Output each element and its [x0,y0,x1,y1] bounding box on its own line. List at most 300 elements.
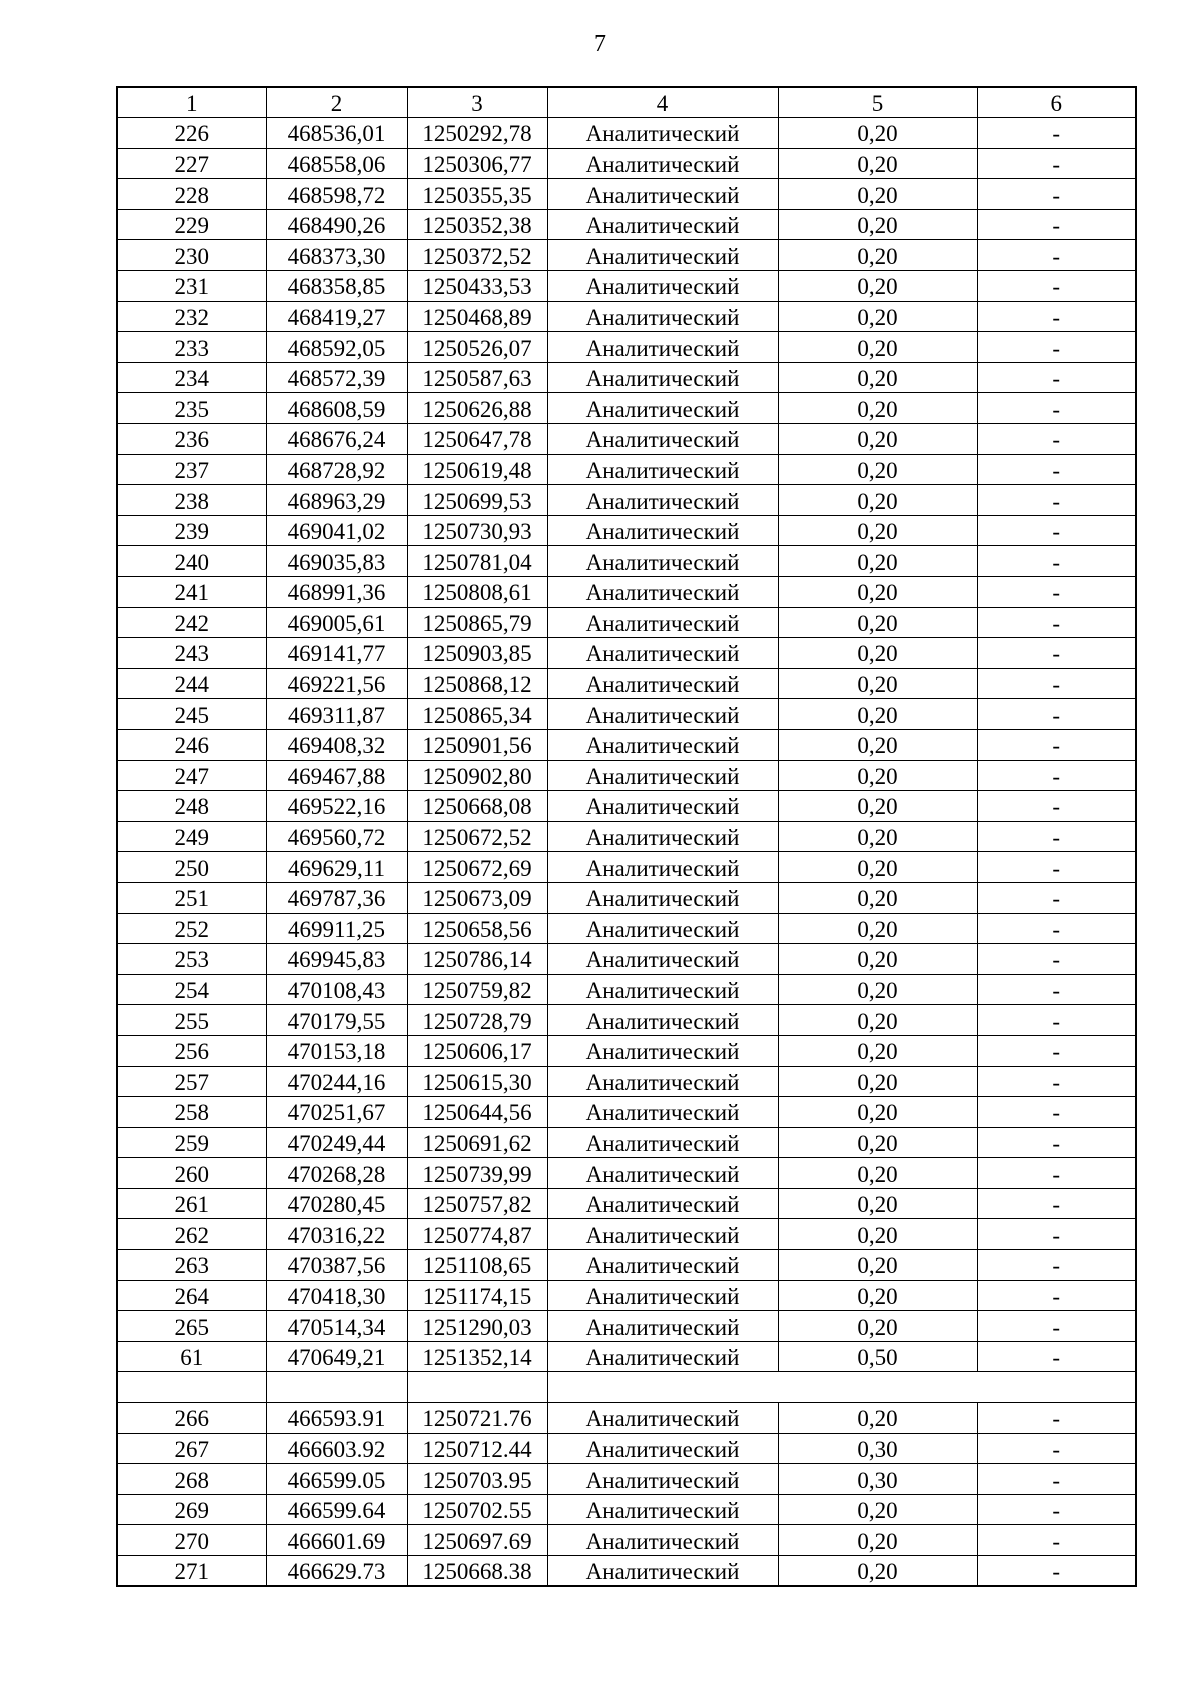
table-cell-col-1: 229 [117,209,266,240]
table-cell-col-3: 1250691,62 [407,1127,547,1158]
table-cell-col-5: 0,20 [778,821,977,852]
table-cell-col-6: - [977,944,1136,975]
table-row [117,1158,1136,1189]
table-cell-col-5: 0,20 [778,271,977,302]
table-cell-col-1: 231 [117,271,266,302]
table-cell-col-1: 246 [117,729,266,760]
table-row [117,515,1136,546]
table-cell-col-4: Аналитический [547,1188,778,1219]
column-header-2: 2 [266,87,407,118]
table-cell-col-2: 466599.64 [266,1494,407,1525]
table-row [117,1556,1136,1587]
table-row [117,393,1136,424]
table-cell-col-5: 0,20 [778,852,977,883]
table-cell-col-1: 226 [117,118,266,149]
table-cell-col-4: Аналитический [547,760,778,791]
column-header-3: 3 [407,87,547,118]
table-row [117,1341,1136,1372]
table-cell-col-6: - [977,1158,1136,1189]
table-cell-col-3: 1250626,88 [407,393,547,424]
table-row [117,882,1136,913]
table-cell-col-4: Аналитический [547,1341,778,1372]
table-row [117,209,1136,240]
table-cell-col-4: Аналитический [547,974,778,1005]
table-cell-col-6: - [977,301,1136,332]
table-cell-col-1: 228 [117,179,266,210]
table-cell-col-6: - [977,332,1136,363]
table-cell-col-1: 259 [117,1127,266,1158]
table-cell-col-4: Аналитический [547,821,778,852]
table-cell-col-5: 0,20 [778,1005,977,1036]
table-cell-col-5: 0,20 [778,1127,977,1158]
table-cell-col-5: 0,50 [778,1341,977,1372]
table-cell-col-3: 1250702.55 [407,1494,547,1525]
table-cell-col-4: Аналитический [547,852,778,883]
table-cell-col-6: - [977,791,1136,822]
table-cell-col-6: - [977,118,1136,149]
table-cell-col-6: - [977,1250,1136,1281]
table-cell-col-5: 0,20 [778,1097,977,1128]
table-cell-col-5: 0,20 [778,179,977,210]
table-cell-col-2: 469408,32 [266,729,407,760]
table-cell-col-4: Аналитический [547,1066,778,1097]
table-cell-col-5: 0,20 [778,1066,977,1097]
table-row [117,148,1136,179]
table-cell-col-6: - [977,179,1136,210]
table-cell-col-2: 468572,39 [266,362,407,393]
table-cell-col-4: Аналитический [547,668,778,699]
table-cell-col-2: 468558,06 [266,148,407,179]
table-row [117,577,1136,608]
table-cell-col-1: 252 [117,913,266,944]
table-cell-col-6: - [977,668,1136,699]
table-cell-col-1: 260 [117,1158,266,1189]
table-cell-col-3: 1250901,56 [407,729,547,760]
table-cell-col-3: 1250355,35 [407,179,547,210]
table-cell-col-4: Аналитический [547,1035,778,1066]
table-cell-col-3: 1250644,56 [407,1097,547,1128]
table-cell-col-2: 466629.73 [266,1556,407,1587]
table-row [117,1250,1136,1281]
table-cell-col-1: 269 [117,1494,266,1525]
table-cell-col-3: 1250433,53 [407,271,547,302]
table-cell-col-1: 253 [117,944,266,975]
table-cell-col-3: 1250699,53 [407,485,547,516]
table-cell-col-5: 0,20 [778,1188,977,1219]
table-cell-col-1 [117,1372,266,1403]
table-cell-col-5: 0,20 [778,424,977,455]
table-cell-col-1: 251 [117,882,266,913]
table-cell-col-2: 470108,43 [266,974,407,1005]
table-cell-col-1: 257 [117,1066,266,1097]
table-cell-col-2: 469005,61 [266,607,407,638]
table-cell-col-5: 0,20 [778,546,977,577]
table-cell-col-5: 0,20 [778,913,977,944]
table-cell-col-3: 1250703.95 [407,1464,547,1495]
table-cell-col-2: 470649,21 [266,1341,407,1372]
table-cell-col-5: 0,20 [778,1280,977,1311]
table-cell-col-6: - [977,271,1136,302]
table-cell-col-6: - [977,760,1136,791]
table-cell-col-5: 0,30 [778,1464,977,1495]
table-cell-col-2: 468991,36 [266,577,407,608]
table-cell-col-1: 236 [117,424,266,455]
table-cell-col-5: 0,20 [778,1403,977,1434]
table-row [117,1188,1136,1219]
table-row [117,485,1136,516]
table-cell-col-4: Аналитический [547,485,778,516]
table-cell-col-3: 1251174,15 [407,1280,547,1311]
table-cell-col-3: 1250619,48 [407,454,547,485]
table-cell-col-3: 1250587,63 [407,362,547,393]
table-row [117,1494,1136,1525]
table-cell-col-4: Аналитический [547,791,778,822]
table-cell-col-6: - [977,1556,1136,1587]
table-cell-col-1: 241 [117,577,266,608]
table-cell-col-2: 470244,16 [266,1066,407,1097]
table-cell-col-6: - [977,1066,1136,1097]
table-cell-col-6: - [977,1219,1136,1250]
table-cell-col-2: 470514,34 [266,1311,407,1342]
table-cell-col-1: 234 [117,362,266,393]
table-row [117,1035,1136,1066]
table-cell-col-6: - [977,913,1136,944]
table-cell-col-1: 240 [117,546,266,577]
table-cell-col-2: 466601.69 [266,1525,407,1556]
table-cell-col-1: 268 [117,1464,266,1495]
table-row [117,271,1136,302]
table-cell-col-2: 470153,18 [266,1035,407,1066]
table-cell-col-3: 1250672,52 [407,821,547,852]
table-cell-col-6: - [977,1403,1136,1434]
table-cell-col-1: 256 [117,1035,266,1066]
table-cell-col-3: 1250902,80 [407,760,547,791]
table-cell-col-3: 1250615,30 [407,1066,547,1097]
table-cell-col-4: Аналитический [547,515,778,546]
table-cell-col-4: Аналитический [547,1464,778,1495]
table-cell-col-3: 1250306,77 [407,148,547,179]
table-cell-col-2: 468490,26 [266,209,407,240]
table-cell-col-4: Аналитический [547,271,778,302]
table-cell-col-6: - [977,424,1136,455]
table-cell-col-3 [407,1372,547,1403]
table-cell-col-5: 0,20 [778,1219,977,1250]
table-cell-col-3: 1250672,69 [407,852,547,883]
table-cell-col-3: 1250372,52 [407,240,547,271]
table-cell-col-1: 235 [117,393,266,424]
table-cell-col-3: 1250730,93 [407,515,547,546]
table-cell-col-2: 468608,59 [266,393,407,424]
table-cell-col-2: 466593.91 [266,1403,407,1434]
table-cell-col-2: 466603.92 [266,1433,407,1464]
table-cell-col-2: 466599.05 [266,1464,407,1495]
table-cell-col-4: Аналитический [547,424,778,455]
table-cell-col-2: 469041,02 [266,515,407,546]
table-row [117,179,1136,210]
table-cell-col-5: 0,20 [778,638,977,669]
table-cell-col-3: 1250868,12 [407,668,547,699]
table-cell-col-2: 470268,28 [266,1158,407,1189]
table-cell-col-5: 0,20 [778,1311,977,1342]
table-cell-col-2: 469629,11 [266,852,407,883]
table-cell-col-4: Аналитический [547,393,778,424]
table-cell-col-5: 0,20 [778,1494,977,1525]
table-cell-col-4: Аналитический [547,118,778,149]
table-cell-col-2: 469141,77 [266,638,407,669]
table-cell-col-5: 0,20 [778,1525,977,1556]
table-cell-col-3: 1251352,14 [407,1341,547,1372]
table-cell-col-6: - [977,852,1136,883]
table-cell-col-1: 271 [117,1556,266,1587]
table-row [117,668,1136,699]
table-cell-col-3: 1250526,07 [407,332,547,363]
table-cell-col-5: 0,20 [778,485,977,516]
table-cell-col-1: 249 [117,821,266,852]
table-cell-col-1: 244 [117,668,266,699]
table-cell-col-5: 0,20 [778,791,977,822]
table-cell-col-2: 469311,87 [266,699,407,730]
table-row [117,240,1136,271]
table-row [117,1311,1136,1342]
table-cell-col-2: 468419,27 [266,301,407,332]
table-cell-col-3: 1250673,09 [407,882,547,913]
table-cell-col-2: 468373,30 [266,240,407,271]
table-cell-col-1: 243 [117,638,266,669]
table-row [117,821,1136,852]
table-cell-col-5: 0,20 [778,699,977,730]
table-row [117,852,1136,883]
table-cell-col-2: 468358,85 [266,271,407,302]
table-cell-col-6: - [977,974,1136,1005]
table-cell-col-6: - [977,577,1136,608]
table-cell-col-5: 0,20 [778,607,977,638]
table-row [117,974,1136,1005]
table-cell-col-2: 470418,30 [266,1280,407,1311]
table-cell-col-6: - [977,1311,1136,1342]
table-cell-col-3: 1250781,04 [407,546,547,577]
table-cell-col-6: - [977,1188,1136,1219]
table-cell-col-4: Аналитический [547,332,778,363]
table-cell-col-2: 469560,72 [266,821,407,852]
table-cell-col-1: 232 [117,301,266,332]
table-cell-col-4: Аналитический [547,240,778,271]
table-cell-col-6: - [977,638,1136,669]
table-cell-col-5: 0,20 [778,515,977,546]
table-cell-col-4: Аналитический [547,148,778,179]
table-cell-col-6: - [977,1005,1136,1036]
table-cell-col-6: - [977,454,1136,485]
table-row [117,546,1136,577]
table-cell-col-4: Аналитический [547,1556,778,1587]
table-cell-col-5: 0,20 [778,1250,977,1281]
table-cell-col-1: 265 [117,1311,266,1342]
table-cell-col-3: 1250668,08 [407,791,547,822]
table-cell-col-4: Аналитический [547,1280,778,1311]
table-cell-col-5: 0,20 [778,882,977,913]
table-cell-col-2: 468963,29 [266,485,407,516]
table-cell-col-3: 1250697.69 [407,1525,547,1556]
table-cell-col-6: - [977,607,1136,638]
table-cell-col-2: 469221,56 [266,668,407,699]
table-cell-col-5: 0,20 [778,760,977,791]
table-cell-col-3: 1250352,38 [407,209,547,240]
table-cell-col-2: 470249,44 [266,1127,407,1158]
table-cell-col-6: - [977,209,1136,240]
table-cell-col-3: 1251108,65 [407,1250,547,1281]
table-cell-col-5: 0,20 [778,301,977,332]
table-cell-col-4 [547,1372,1136,1403]
table-cell-col-1: 262 [117,1219,266,1250]
table-cell-col-3: 1250774,87 [407,1219,547,1250]
table-cell-col-4: Аналитический [547,1097,778,1128]
table-cell-col-5: 0,20 [778,240,977,271]
table-cell-col-4: Аналитический [547,1494,778,1525]
table-cell-col-6: - [977,729,1136,760]
table-cell-col-3: 1250658,56 [407,913,547,944]
table-cell-col-3: 1250903,85 [407,638,547,669]
table-cell-col-3: 1250668.38 [407,1556,547,1587]
table-cell-col-1: 264 [117,1280,266,1311]
table-row [117,791,1136,822]
table-cell-col-4: Аналитический [547,699,778,730]
table-cell-col-4: Аналитический [547,1433,778,1464]
table-row [117,1403,1136,1434]
table-cell-col-2: 468598,72 [266,179,407,210]
table-cell-col-1: 242 [117,607,266,638]
table-cell-col-2: 468676,24 [266,424,407,455]
table-cell-col-6: - [977,1464,1136,1495]
table-cell-col-3: 1250759,82 [407,974,547,1005]
table-cell-col-4: Аналитический [547,1403,778,1434]
coordinates-table [116,86,1137,1587]
table-cell-col-5: 0,20 [778,148,977,179]
table-cell-col-6: - [977,1525,1136,1556]
table-cell-col-4: Аналитический [547,913,778,944]
table-cell-col-3: 1250606,17 [407,1035,547,1066]
table-cell-col-5: 0,20 [778,393,977,424]
table-cell-col-3: 1250757,82 [407,1188,547,1219]
table-cell-col-1: 237 [117,454,266,485]
table-cell-col-1: 250 [117,852,266,883]
table-cell-col-1: 61 [117,1341,266,1372]
table-row [117,607,1136,638]
table-row [117,913,1136,944]
table-cell-col-2: 468728,92 [266,454,407,485]
table-cell-col-6: - [977,1097,1136,1128]
table-row [117,118,1136,149]
table-cell-col-6: - [977,1280,1136,1311]
table-row [117,1433,1136,1464]
table-cell-col-1: 238 [117,485,266,516]
column-header-5: 5 [778,87,977,118]
table-cell-col-3: 1250865,34 [407,699,547,730]
table-cell-col-1: 247 [117,760,266,791]
table-row [117,424,1136,455]
table-cell-col-2: 469522,16 [266,791,407,822]
table-cell-col-1: 266 [117,1403,266,1434]
table-cell-col-5: 0,20 [778,362,977,393]
table-cell-col-2: 469945,83 [266,944,407,975]
table-row [117,1066,1136,1097]
table-cell-col-4: Аналитический [547,944,778,975]
table-cell-col-5: 0,20 [778,332,977,363]
table-cell-col-4: Аналитический [547,546,778,577]
table-cell-col-3: 1250712.44 [407,1433,547,1464]
table-cell-col-2: 470387,56 [266,1250,407,1281]
page-number: 7 [594,31,606,57]
table-cell-col-3: 1250808,61 [407,577,547,608]
table-cell-col-2: 469467,88 [266,760,407,791]
table-cell-col-1: 263 [117,1250,266,1281]
table-row [117,362,1136,393]
table-cell-col-4: Аналитический [547,1250,778,1281]
table-cell-col-4: Аналитический [547,1311,778,1342]
table-row [117,1525,1136,1556]
table-cell-col-4: Аналитический [547,1005,778,1036]
table-row [117,760,1136,791]
table-cell-col-5: 0,30 [778,1433,977,1464]
table-row [117,454,1136,485]
table-cell-col-4: Аналитический [547,179,778,210]
coordinates-table-body [117,87,1136,1586]
table-cell-col-1: 248 [117,791,266,822]
table-cell-col-5: 0,20 [778,974,977,1005]
table-cell-col-4: Аналитический [547,1158,778,1189]
table-cell-col-4: Аналитический [547,301,778,332]
table-cell-col-2: 470316,22 [266,1219,407,1250]
table-cell-col-3: 1250865,79 [407,607,547,638]
table-row [117,1464,1136,1495]
table-cell-col-6: - [977,148,1136,179]
table-cell-col-1: 270 [117,1525,266,1556]
table-cell-col-4: Аналитический [547,1127,778,1158]
table-cell-col-6: - [977,393,1136,424]
table-cell-col-1: 233 [117,332,266,363]
table-cell-col-4: Аналитический [547,1525,778,1556]
table-cell-col-1: 230 [117,240,266,271]
table-cell-col-2: 469035,83 [266,546,407,577]
table-cell-col-4: Аналитический [547,638,778,669]
table-cell-col-2: 468592,05 [266,332,407,363]
table-cell-col-2: 469911,25 [266,913,407,944]
table-row [117,332,1136,363]
column-header-1: 1 [117,87,266,118]
table-row [117,1127,1136,1158]
table-cell-col-3: 1250728,79 [407,1005,547,1036]
table-cell-col-6: - [977,1035,1136,1066]
table-cell-col-4: Аналитический [547,607,778,638]
table-cell-col-4: Аналитический [547,454,778,485]
table-cell-col-5: 0,20 [778,668,977,699]
table-cell-col-3: 1250739,99 [407,1158,547,1189]
table-row [117,1097,1136,1128]
table-cell-col-3: 1250786,14 [407,944,547,975]
table-cell-col-5: 0,20 [778,1158,977,1189]
table-header-row [117,87,1136,118]
table-cell-col-6: - [977,515,1136,546]
table-cell-col-5: 0,20 [778,1035,977,1066]
table-cell-col-1: 239 [117,515,266,546]
table-row [117,729,1136,760]
table-row [117,638,1136,669]
table-cell-col-2: 468536,01 [266,118,407,149]
table-cell-col-3: 1250647,78 [407,424,547,455]
table-cell-col-2: 470179,55 [266,1005,407,1036]
column-header-4: 4 [547,87,778,118]
table-cell-col-4: Аналитический [547,882,778,913]
table-cell-col-1: 255 [117,1005,266,1036]
table-cell-col-3: 1251290,03 [407,1311,547,1342]
